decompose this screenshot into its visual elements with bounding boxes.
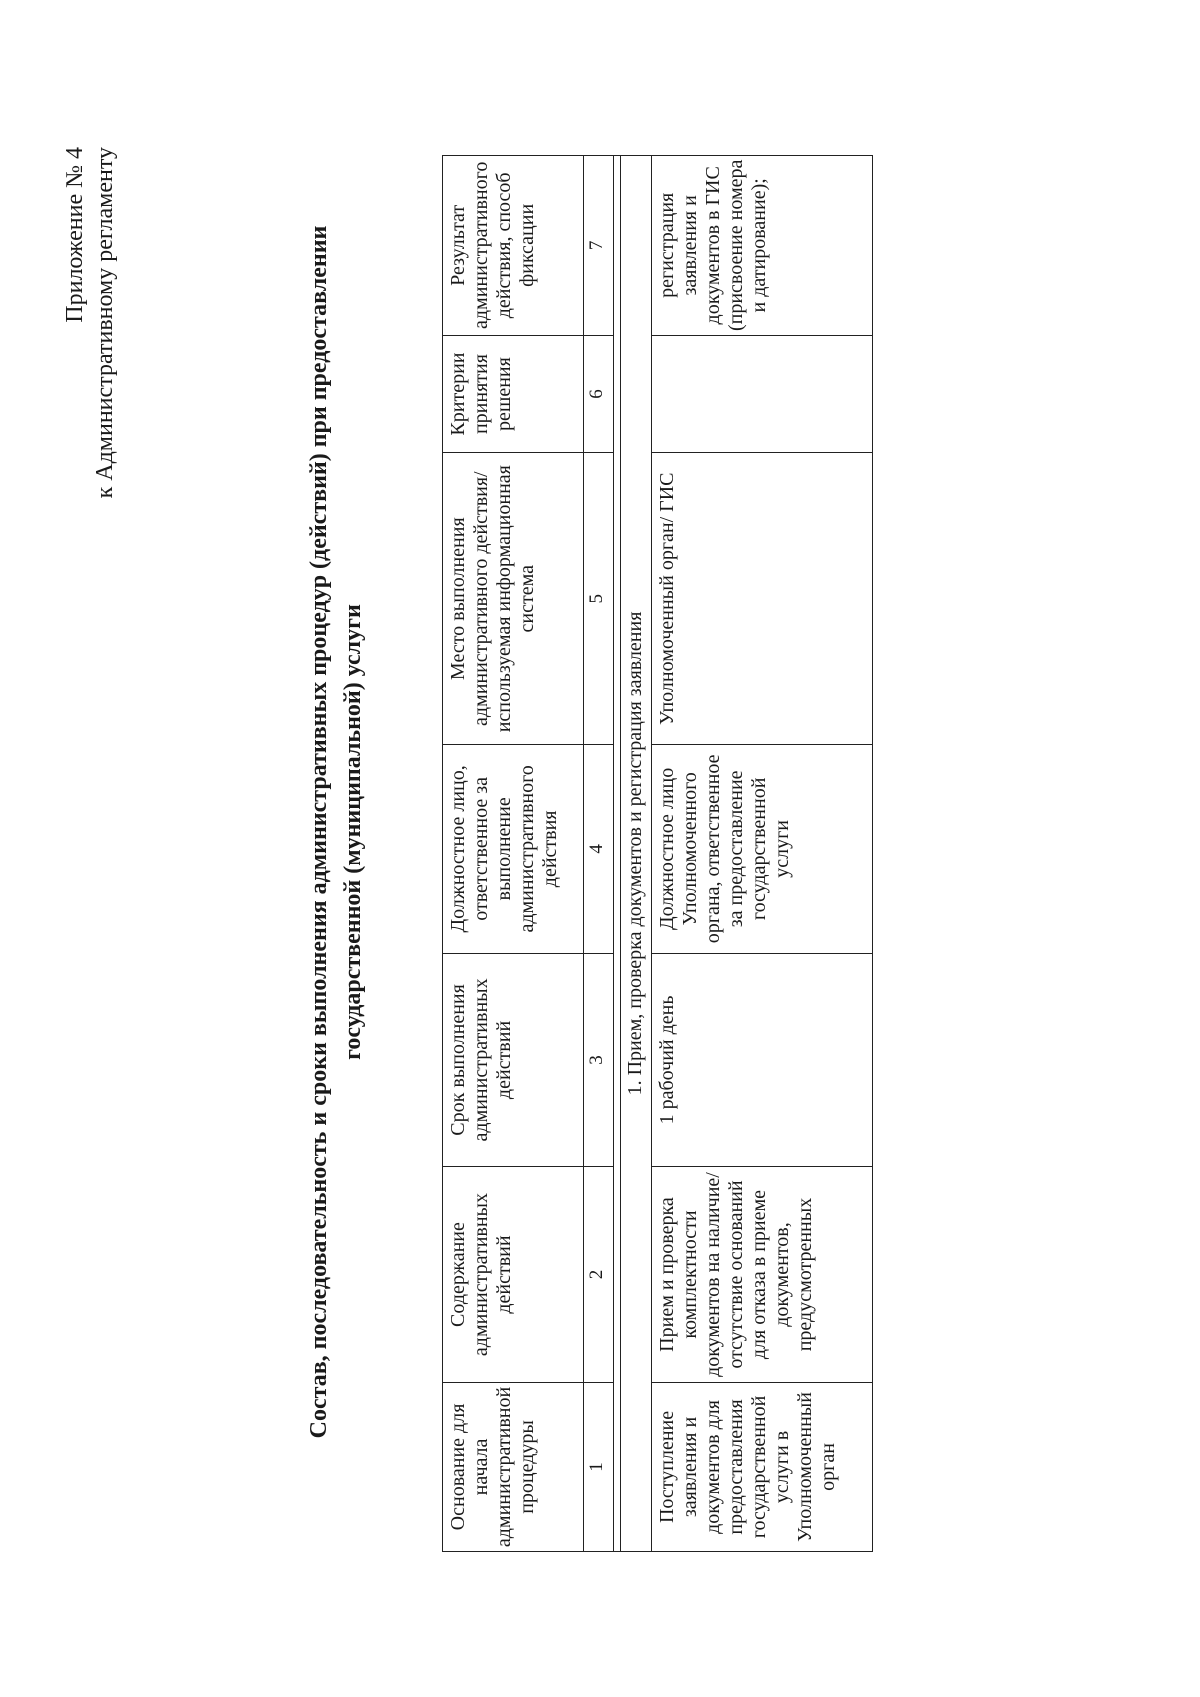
spacer-cell: [614, 156, 621, 1552]
cell-basis: Поступление заявления и документов для предоставления государственной услуги в Уполномоченный орган: [652, 1382, 873, 1551]
header-cell-criteria: Критерии принятия решения: [443, 335, 584, 453]
cell-criteria: [652, 335, 873, 453]
procedures-table: [442, 155, 873, 1552]
header-cell-official: Должностное лицо, ответственное за выполнение административного действия: [443, 744, 584, 953]
header-cell-place: Место выполнения административного действия/используемая информационная система: [443, 453, 584, 745]
header-cell-term: Срок выполнения административных действий: [443, 953, 584, 1166]
cell-content: Прием и проверка комплектности документов на наличие/отсутствие оснований для отказа в приеме документов, предусмотренных: [652, 1167, 873, 1383]
table-header-row: [443, 156, 584, 1552]
spacer-row: [614, 156, 621, 1552]
header-cell-result: Результат административного действия, способ фиксации: [443, 156, 584, 336]
cell-official: Должностное лицо Уполномоченного органа, ответственное за предоставление государственной услуги: [652, 744, 873, 953]
appendix-reference: к Административному регламенту: [92, 147, 118, 499]
section-row: [621, 156, 652, 1552]
document-title: [302, 147, 370, 1517]
appendix-number: Приложение № 4: [62, 147, 88, 323]
appendix-note: [60, 147, 120, 498]
cell-place: Уполномоченный орган/ ГИС: [652, 453, 873, 745]
cell-term: 1 рабочий день: [652, 953, 873, 1166]
column-number-row: [584, 156, 614, 1552]
table-row: [652, 156, 873, 1552]
document-title-line-1: Состав, последовательность и сроки выполнения административных процедур (действий) при предоставлении: [306, 225, 332, 1439]
column-number: 5: [584, 453, 614, 745]
column-number: 4: [584, 744, 614, 953]
column-number: 1: [584, 1382, 614, 1551]
document-title-line-2: государственной (муниципальной) услуги: [340, 604, 366, 1060]
section-title: 1. Прием, проверка документов и регистрация заявления: [621, 156, 652, 1552]
header-cell-content: Содержание административных действий: [443, 1167, 584, 1383]
header-cell-basis: Основание для начала административной процедуры: [443, 1382, 584, 1551]
column-number: 3: [584, 953, 614, 1166]
cell-result: регистрация заявления и документов в ГИС (присвоение номера и датирование);: [652, 156, 873, 336]
column-number: 7: [584, 156, 614, 336]
column-number: 2: [584, 1167, 614, 1383]
column-number: 6: [584, 335, 614, 453]
